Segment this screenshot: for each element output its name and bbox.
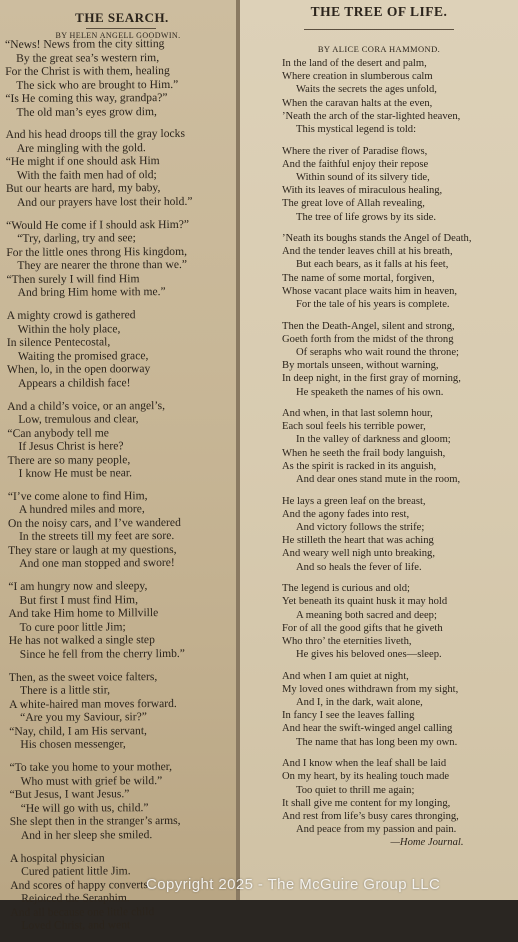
poem-line: Cured patient little Jim. xyxy=(21,864,131,878)
poem-line: But first I must find Him, xyxy=(19,593,138,607)
poem-line: With its leaves of miraculous healing, xyxy=(282,185,443,197)
poem-line: And a child’s voice, or an angel’s, xyxy=(7,398,166,413)
poem-line: “He might if one should ask Him xyxy=(5,154,160,169)
copyright-watermark: Copyright 2025 - The McGuire Group LLC xyxy=(146,876,441,893)
poem-line: Each soul feels his terrible power, xyxy=(282,421,426,433)
poem-line: For the little ones throng His kingdom, xyxy=(6,244,188,259)
poem-line: And victory follows the strife; xyxy=(296,521,425,533)
poem-line: There is a little stir, xyxy=(19,683,111,698)
poem-line: But our hearts are hard, my baby, xyxy=(5,181,161,196)
poem-line: “Is He coming this way, grandpa?” xyxy=(5,91,168,105)
poem-line: Of seraphs who wait round the throne; xyxy=(296,346,459,358)
poem-line: The name of some mortal, forgiven, xyxy=(282,272,435,284)
poem-line: With the faith men had of old; xyxy=(16,167,157,182)
poem-line: In deep night, in the first gray of morning, xyxy=(282,373,461,385)
poem-line: “But Jesus, I want Jesus.” xyxy=(9,787,130,802)
stanza xyxy=(282,232,471,311)
poem-line: For the tale of his years is complete. xyxy=(296,299,450,311)
left-poem-byline: BY HELEN ANGELL GOODWIN. xyxy=(55,31,181,40)
poem-credit: —Home Journal. xyxy=(390,837,464,849)
poem-line: They stare or laugh at my questions, xyxy=(8,542,177,557)
right-clipping xyxy=(240,0,518,900)
poem-line: This mystical legend is told: xyxy=(296,124,417,136)
left-poem-body xyxy=(5,37,197,942)
poem-line: And his head droops till the gray locks xyxy=(5,127,185,142)
poem-line: And the agony fades into rest, xyxy=(282,508,410,520)
poem-line: Within the holy place, xyxy=(17,321,121,336)
poem-line: “Would He come if I should ask Him?” xyxy=(6,217,190,232)
poem-line: ’Neath its boughs stands the Angel of Death, xyxy=(282,233,472,245)
poem-line: Low, tremulous and clear, xyxy=(18,412,139,426)
poem-line: Where creation in slumberous calm xyxy=(282,71,433,83)
poem-line: In silence Pentecostal, xyxy=(6,335,111,350)
poem-line: “Are you my Saviour, sir?” xyxy=(20,710,147,725)
poem-line: When the caravan halts at the even, xyxy=(282,97,433,109)
poem-line: And scores of happy converts xyxy=(10,877,149,892)
poem-line: On my heart, by its healing touch made xyxy=(282,771,450,783)
poem-line: Yet beneath its quaint husk it may hold xyxy=(282,596,448,608)
poem-line: “I am hungry now and sleepy, xyxy=(8,579,148,594)
poem-line: “I’ve come alone to find Him, xyxy=(7,489,148,503)
poem-line: And weary well nigh unto breaking, xyxy=(282,548,435,560)
poem-line: On the noisy cars, and I’ve wandered xyxy=(7,515,181,530)
poem-line: He speaketh the names of his own. xyxy=(296,386,444,398)
poem-line: There are so many people, xyxy=(7,452,131,467)
poem-line: And the faithful enjoy their repose xyxy=(282,158,429,170)
poem-line: And our prayers have lost their hold.” xyxy=(16,194,193,209)
poem-line: “Nay, child, I am His servant, xyxy=(9,723,147,738)
stanza xyxy=(8,489,195,571)
poem-line: He gives his beloved ones—sleep. xyxy=(296,649,442,661)
stanza xyxy=(282,757,471,849)
poem-line: The legend is curious and old; xyxy=(282,583,410,595)
poem-line: “Then surely I will find Him xyxy=(6,271,140,286)
poem-line: His chosen messenger, xyxy=(20,737,126,752)
stanza xyxy=(7,308,194,390)
poem-line: And I, in the dark, wait alone, xyxy=(296,697,423,709)
poem-line: The tree of life grows by its side. xyxy=(296,211,437,223)
poem-line: A hundred miles and more, xyxy=(18,502,145,517)
poem-line: Waits the secrets the ages unfold, xyxy=(296,84,437,96)
poem-line: Where the river of Paradise flows, xyxy=(282,145,428,157)
poem-line: And bring Him home with me.” xyxy=(17,285,166,300)
poem-line: Are mingling with the gold. xyxy=(16,141,146,155)
stanza xyxy=(5,37,192,119)
poem-line: If Jesus Christ is here? xyxy=(18,439,124,453)
poem-line: “News! News from the city sitting xyxy=(5,37,165,51)
right-title-rule xyxy=(304,29,454,30)
poem-line: A white-haired man moves forward. xyxy=(9,696,177,711)
poem-line: In the streets till my feet are sore. xyxy=(19,529,175,544)
poem-line: The great love of Allah revealing, xyxy=(282,198,425,210)
poem-line: And peace from my passion and pain. xyxy=(296,824,457,836)
poem-line: Too quiet to thrill me again; xyxy=(296,784,415,796)
poem-line: Loved Christ, and went xyxy=(21,918,131,932)
poem-line: A mighty crowd is gathered xyxy=(6,308,136,323)
stanza xyxy=(282,495,471,574)
stanza xyxy=(7,398,194,480)
poem-line: In the land of the desert and palm, xyxy=(282,58,427,69)
poem-line: And in her sleep she smiled. xyxy=(20,827,153,842)
poem-line: And one man stopped and swore! xyxy=(19,556,175,571)
right-poem-byline: BY ALICE CORA HAMMOND. xyxy=(317,44,441,54)
stanza xyxy=(9,670,196,752)
poem-line: And when, in that last solemn hour, xyxy=(282,408,433,420)
stanza xyxy=(282,320,471,399)
poem-line: For the Christ is with them, healing xyxy=(5,63,170,78)
poem-line: The name that has long been my own. xyxy=(296,736,458,748)
stanza xyxy=(282,582,471,661)
poem-line: Then, as the sweet voice falters, xyxy=(8,669,158,684)
poem-line: The old man’s eyes grow dim, xyxy=(16,104,157,119)
poem-line: Rejoiced the Seraphim. xyxy=(21,891,130,905)
left-poem-title: THE SEARCH. xyxy=(75,10,169,25)
poem-line: But each bears, as it falls at his feet, xyxy=(296,259,449,271)
stanza xyxy=(9,760,196,842)
poem-line: When, lo, in the open doorway xyxy=(6,362,151,377)
poem-line: Goeth forth from the midst of the throng xyxy=(282,333,454,345)
poem-line: In the valley of darkness and gloom; xyxy=(296,434,451,446)
poem-line: Within sound of its silvery tide, xyxy=(296,171,430,183)
poem-line: “Try, darling, try and see; xyxy=(17,231,136,246)
poem-line: And hear the swift-winged angel calling xyxy=(282,723,453,735)
poem-line: And so heals the fever of life. xyxy=(296,561,422,573)
poem-line: By mortals unseen, without warning, xyxy=(282,360,439,372)
poem-line: I know He must be near. xyxy=(18,466,133,480)
poem-line: To cure poor little Jim; xyxy=(19,620,126,634)
poem-line: The sick who are brought to Him.” xyxy=(16,77,179,92)
poem-line: ’Neath the arch of the star-lighted heaven, xyxy=(282,110,461,122)
poem-line: Whose vacant place waits him in heaven, xyxy=(282,285,458,297)
stanza xyxy=(6,127,193,209)
stanza xyxy=(282,145,471,224)
poem-line: “To take you home to your mother, xyxy=(9,760,173,775)
poem-line: She slept then in the stranger’s arms, xyxy=(9,814,181,829)
poem-line: They are nearer the throne than we.” xyxy=(17,258,188,273)
poem-line: By the great sea’s western rim, xyxy=(16,50,160,65)
poem-line: He stilleth the heart that was aching xyxy=(282,535,434,547)
poem-line: “He will go with us, child.” xyxy=(20,800,149,815)
poem-line: A hospital physician xyxy=(9,850,105,865)
poem-line: He has not walked a single step xyxy=(8,633,155,648)
poem-line: And I know when the leaf shall be laid xyxy=(282,758,447,770)
left-clipping xyxy=(0,0,236,932)
poem-line: As the spirit is racked in its anguish, xyxy=(282,460,437,472)
stanza xyxy=(6,218,193,300)
poem-line: My loved ones withdrawn from my sight, xyxy=(282,683,459,695)
left-title-rule xyxy=(86,28,156,29)
poem-line: Since he fell from the cherry limb.” xyxy=(19,646,185,661)
poem-line: He lays a green leaf on the breast, xyxy=(282,495,426,507)
poem-line: It shall give me content for my longing, xyxy=(282,797,451,809)
poem-line: Who must with grief be wild.” xyxy=(20,773,163,788)
poem-line: A meaning both sacred and deep; xyxy=(296,609,437,621)
poem-line: And rest from life’s busy cares thronging, xyxy=(282,810,459,822)
stanza xyxy=(282,57,471,136)
poem-line: “Can anybody tell me xyxy=(7,425,109,440)
poem-line: And the tender leaves chill at his breath, xyxy=(282,246,453,258)
right-poem-body xyxy=(282,57,471,858)
poem-line: When he seeth the frail body languish, xyxy=(282,447,446,459)
stanza xyxy=(282,407,471,486)
poem-line: And dear ones stand mute in the room, xyxy=(296,474,461,486)
stanza xyxy=(8,579,195,661)
poem-line: Who thro’ the eternities liveth, xyxy=(282,635,412,647)
poem-line: For of all the good gifts that he giveth xyxy=(282,622,443,634)
poem-line: And when I am quiet at night, xyxy=(282,670,409,682)
poem-line: Then the Death-Angel, silent and strong, xyxy=(282,320,455,332)
poem-line: And all because one little child xyxy=(10,904,155,919)
poem-line: Appears a childish face! xyxy=(18,375,131,390)
right-poem-title: THE TREE OF LIFE. xyxy=(310,4,448,19)
poem-line: Waiting the promised grace, xyxy=(17,348,149,363)
stanza xyxy=(282,670,471,749)
poem-line: And take Him home to Millville xyxy=(8,606,159,621)
poem-line: In fancy I see the leaves falling xyxy=(282,710,415,722)
